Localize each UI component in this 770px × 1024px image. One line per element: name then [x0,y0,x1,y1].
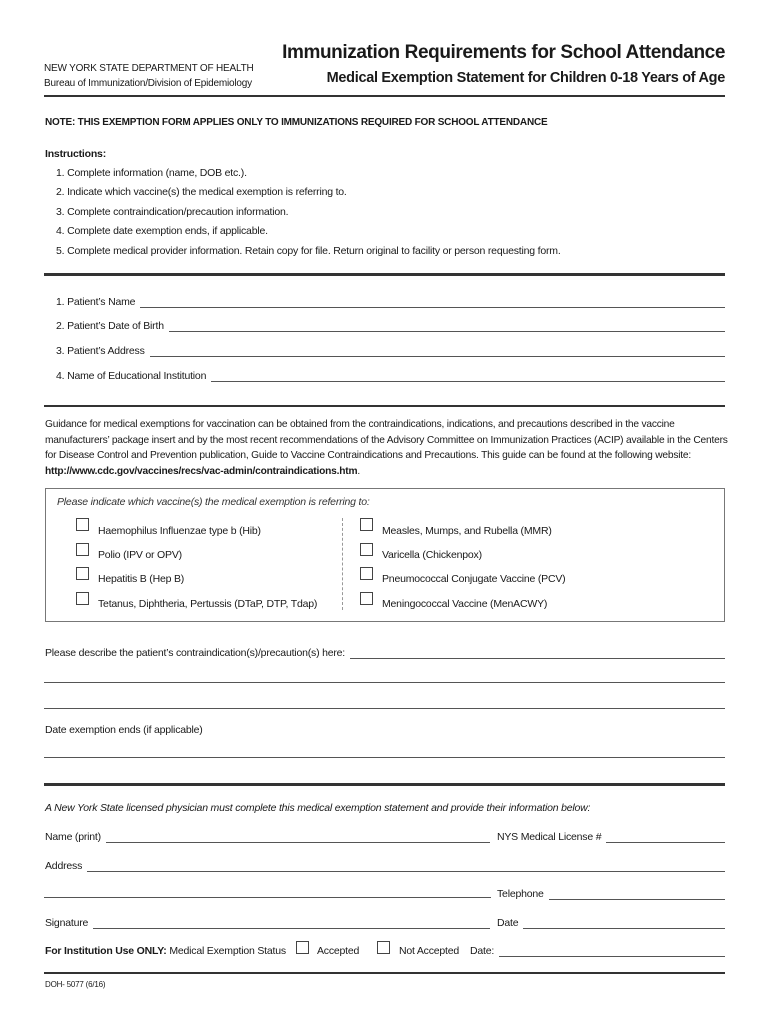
instruction-item: 5. Complete medical provider information. Retain copy for file. Return original to facility or person requesting form. [56,245,561,257]
vaccine-checkbox-polio[interactable] [76,543,89,556]
vaccine-checkbox-pcv[interactable] [360,567,373,580]
physician-statement: A New York State licensed physician must complete this medical exemption statement and provide their information below: [45,802,591,814]
vaccine-prompt: Please indicate which vaccine(s) the medical exemption is referring to: [57,496,370,508]
license-line[interactable] [606,833,725,843]
header-left [44,61,254,91]
exemption-status-label: Medical Exemption Status [169,945,286,957]
patient-dob-field[interactable] [56,320,725,332]
vaccine-checkbox-hib[interactable] [76,518,89,531]
telephone-line[interactable] [549,890,725,900]
physician-name-line[interactable] [106,833,490,843]
patient-dob-label: 2. Patient’s Date of Birth [56,320,164,332]
physician-address-label: Address [45,860,83,872]
guidance-end: . [357,465,360,477]
institution-name-line[interactable] [211,372,725,382]
vaccine-column-divider [342,518,343,610]
vaccine-label: Hepatitis B (Hep B) [98,573,185,585]
physician-name-field[interactable] [45,831,490,843]
contraindication-label: Please describe the patient’s contraindication(s)/precaution(s) here: [45,647,346,659]
signature-label: Signature [45,917,89,929]
institution-name-field[interactable] [56,370,725,382]
header-rule [44,95,725,97]
patient-address-line[interactable] [150,347,725,357]
vaccine-checkbox-dtap[interactable] [76,592,89,605]
physician-address-field[interactable] [45,860,725,872]
signature-field[interactable] [45,917,490,929]
contraindication-field[interactable] [45,647,725,659]
date-label: Date [497,917,519,929]
vaccine-label: Polio (IPV or OPV) [98,549,182,561]
patient-name-label: 1. Patient’s Name [56,296,136,308]
section-rule [44,783,725,786]
not-accepted-label: Not Accepted [399,945,460,957]
license-label: NYS Medical License # [497,831,602,843]
vaccine-label: Meningococcal Vaccine (MenACWY) [382,598,548,610]
institution-name-label: 4. Name of Educational Institution [56,370,207,382]
vaccine-checkbox-hepb[interactable] [76,567,89,580]
footer-rule [44,972,725,974]
vaccine-label: Varicella (Chickenpox) [382,549,482,561]
accepted-checkbox[interactable] [296,941,309,954]
signature-line[interactable] [93,919,490,929]
form-subtitle: Medical Exemption Statement for Children 0-18 Years of Age [326,70,725,86]
contraindication-line[interactable] [44,708,725,709]
note-text: NOTE: THIS EXEMPTION FORM APPLIES ONLY TO IMMUNIZATIONS REQUIRED FOR SCHOOL ATTENDANCE [45,117,548,128]
date-ends-line[interactable] [44,757,725,758]
not-accepted-checkbox[interactable] [377,941,390,954]
form-title: Immunization Requirements for School Attendance [282,42,725,63]
telephone-field[interactable] [497,888,725,900]
patient-address-label: 3. Patient’s Address [56,345,145,357]
telephone-label: Telephone [497,888,544,900]
date-line[interactable] [523,919,725,929]
bureau-name: Bureau of Immunization/Division of Epidemiology [44,78,252,89]
accepted-label: Accepted [317,945,360,957]
vaccine-label: Pneumococcal Conjugate Vaccine (PCV) [382,573,566,585]
instruction-item: 3. Complete contraindication/precaution information. [56,206,289,218]
guidance-text: Guidance for medical exemptions for vaccination can be obtained from the contraindications, indications, and precautions described in the vaccine manufacturers’ package insert and by the most recent recommendations of the Advisory Committee on Immunization Practices (ACIP) available in the Centers for Disease Control and Prevention publication, Guide to Vaccine Contraindications and Precautions. This guide can be found at the following website: [45,419,728,461]
license-field[interactable] [497,831,725,843]
contraindication-line[interactable] [350,649,725,659]
vaccine-checkbox-menacwy[interactable] [360,592,373,605]
physician-address-line[interactable] [87,862,725,872]
patient-dob-line[interactable] [169,322,725,332]
patient-name-field[interactable] [56,296,725,308]
patient-name-line[interactable] [140,298,725,308]
vaccine-label: Haemophilus Influenzae type b (Hib) [98,525,261,537]
institution-use-row [45,945,286,957]
physician-name-label: Name (print) [45,831,101,843]
section-rule [44,405,725,407]
vaccine-label: Measles, Mumps, and Rubella (MMR) [382,525,552,537]
instruction-item: 4. Complete date exemption ends, if applicable. [56,225,268,237]
contraindication-line[interactable] [44,682,725,683]
institution-date-label: Date: [470,945,495,957]
vaccine-checkbox-mmr[interactable] [360,518,373,531]
guidance-link[interactable]: http://www.cdc.gov/vaccines/recs/vac-admin/contraindications.htm [45,465,358,477]
department-name: NEW YORK STATE DEPARTMENT OF HEALTH [44,63,254,74]
physician-address-line[interactable] [44,897,491,898]
guidance-paragraph [45,417,730,479]
vaccine-label: Tetanus, Diphtheria, Pertussis (DTaP, DTP, Tdap) [98,598,318,610]
institution-use-label: For Institution Use ONLY: [45,945,167,957]
instruction-item: 1. Complete information (name, DOB etc.). [56,167,247,179]
date-field[interactable] [497,917,725,929]
instructions-heading: Instructions: [45,148,106,160]
vaccine-checkbox-varicella[interactable] [360,543,373,556]
date-ends-label: Date exemption ends (if applicable) [45,724,203,736]
institution-date-field[interactable] [470,945,725,957]
institution-date-line[interactable] [499,947,725,957]
instruction-item: 2. Indicate which vaccine(s) the medical exemption is referring to. [56,186,347,198]
patient-address-field[interactable] [56,345,725,357]
form-id: DOH- 5077 (6/16) [45,980,106,989]
section-rule [44,273,725,276]
